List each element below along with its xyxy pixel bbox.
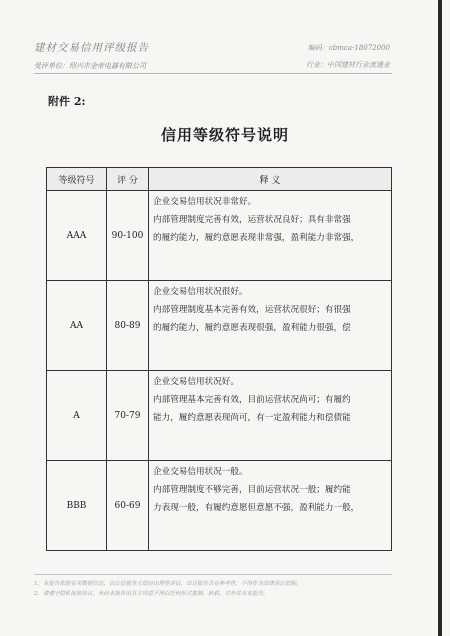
page-header bbox=[34, 40, 149, 71]
footnote: 2、请遵守隐私保密协议，未经本报告出具方同意不得以任何形式复制、转载、对外发布本报告。 bbox=[34, 591, 269, 597]
score-cell: 90-100 bbox=[107, 191, 149, 281]
definition-line: 企业交易信用状况好。 bbox=[153, 377, 239, 387]
footnotes bbox=[34, 579, 302, 599]
grade-cell: BBB bbox=[47, 461, 107, 551]
report-code: 编码：cbmca-18072000 bbox=[307, 44, 390, 52]
table-row bbox=[47, 281, 392, 371]
score-cell: 80-89 bbox=[107, 281, 149, 371]
grade-cell: AAA bbox=[47, 191, 107, 281]
header-meta bbox=[306, 43, 390, 70]
credit-grade-table bbox=[46, 167, 392, 551]
definition-line: 的履约能力，履约意愿表现非常强，盈利能力非常强， bbox=[153, 233, 360, 243]
definition-line: 力表现一般，有履约意愿但意愿不强，盈利能力一般， bbox=[153, 503, 360, 513]
definition-cell bbox=[149, 461, 392, 551]
table-row bbox=[47, 461, 392, 551]
score-cell: 70-79 bbox=[107, 371, 149, 461]
header-grade-symbol: 等级符号 bbox=[47, 168, 107, 191]
grade-cell: AA bbox=[47, 281, 107, 371]
rated-company: 受评单位：绍兴市金帝电器有限公司 bbox=[34, 62, 146, 70]
table-row bbox=[47, 191, 392, 281]
definition-cell bbox=[149, 281, 392, 371]
page-title: 信用等级符号说明 bbox=[160, 126, 289, 144]
footnote: 1、本报告依据有关数据信息，以公信服务方法经由理性评估，出具报告具有参考性，不得作为法律诉讼依据。 bbox=[34, 581, 302, 587]
header-definition: 释 义 bbox=[149, 168, 392, 191]
definition-line: 内部管理基本完善有效，目前运营状况尚可；有履约 bbox=[153, 395, 351, 405]
table-row bbox=[47, 371, 392, 461]
definition-line: 内部管理制度不够完善，目前运营状况一般；履约能 bbox=[153, 485, 351, 495]
scan-edge bbox=[438, 0, 442, 636]
table-header-row bbox=[47, 168, 392, 191]
definition-cell bbox=[149, 371, 392, 461]
header-divider bbox=[34, 73, 392, 74]
definition-line: 能力，履约意愿表现尚可，有一定盈利能力和偿债能 bbox=[153, 413, 351, 423]
report-title: 建材交易信用评级报告 bbox=[34, 42, 149, 54]
footer-divider bbox=[34, 574, 392, 575]
header-score: 评 分 bbox=[107, 168, 149, 191]
definition-cell bbox=[149, 191, 392, 281]
definition-line: 的履约能力，履约意愿表现很强，盈利能力很强，偿 bbox=[153, 323, 351, 333]
definition-line: 企业交易信用状况一般。 bbox=[153, 467, 248, 477]
score-cell: 60-69 bbox=[107, 461, 149, 551]
grade-cell: A bbox=[47, 371, 107, 461]
definition-line: 企业交易信用状况很好。 bbox=[153, 287, 248, 297]
definition-line: 内部管理制度基本完善有效，运营状况很好；有很强 bbox=[153, 305, 351, 315]
definition-line: 内部管理制度完善有效，运营状况良好；具有非常强 bbox=[153, 215, 351, 225]
industry-label: 行业：中国建材行业流通业 bbox=[306, 61, 390, 69]
definition-line: 企业交易信用状况非常好。 bbox=[153, 197, 257, 207]
attachment-label: 附件 2: bbox=[48, 95, 86, 108]
